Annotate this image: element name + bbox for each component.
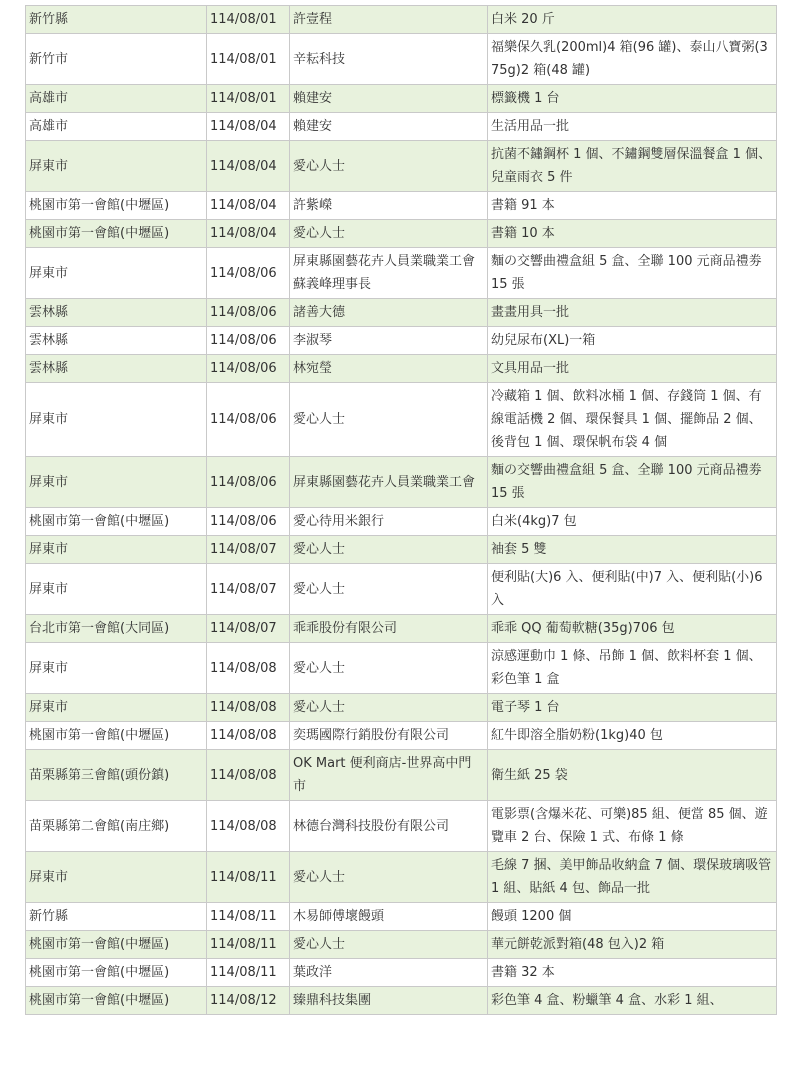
items-cell: 書籍 10 本: [488, 220, 777, 248]
donor-cell: 愛心待用米銀行: [290, 508, 488, 536]
location-cell: 苗栗縣第三會館(頭份鎮): [26, 750, 207, 801]
donor-cell: 屏東縣園藝花卉人員業職業工會蘇義峰理事長: [290, 248, 488, 299]
donor-cell: OK Mart 便利商店-世界高中門市: [290, 750, 488, 801]
table-row: [26, 615, 777, 643]
items-cell: 電影票(含爆米花、可樂)85 組、便當 85 個、遊覽車 2 台、保險 1 式、布條 1 條: [488, 801, 777, 852]
location-cell: 屏東市: [26, 141, 207, 192]
table-row: [26, 508, 777, 536]
location-cell: 台北市第一會館(大同區): [26, 615, 207, 643]
location-cell: 屏東市: [26, 248, 207, 299]
location-cell: 屏東市: [26, 694, 207, 722]
donor-cell: 賴建安: [290, 85, 488, 113]
items-cell: 幼兒尿布(XL)一箱: [488, 327, 777, 355]
date-cell: 114/08/06: [207, 327, 290, 355]
items-cell: 文具用品一批: [488, 355, 777, 383]
items-cell: 生活用品一批: [488, 113, 777, 141]
table-row: [26, 113, 777, 141]
location-cell: 桃園市第一會館(中壢區): [26, 987, 207, 1015]
location-cell: 屏東市: [26, 536, 207, 564]
location-cell: 新竹縣: [26, 6, 207, 34]
date-cell: 114/08/08: [207, 722, 290, 750]
table-row: [26, 299, 777, 327]
table-row: [26, 722, 777, 750]
items-cell: 袖套 5 雙: [488, 536, 777, 564]
donor-cell: 愛心人士: [290, 564, 488, 615]
donor-cell: 愛心人士: [290, 931, 488, 959]
items-cell: 白米(4kg)7 包: [488, 508, 777, 536]
location-cell: 桃園市第一會館(中壢區): [26, 959, 207, 987]
items-cell: 抗菌不鏽鋼杯 1 個、不鏽鋼雙層保溫餐盒 1 個、兒童雨衣 5 件: [488, 141, 777, 192]
location-cell: 桃園市第一會館(中壢區): [26, 508, 207, 536]
location-cell: 桃園市第一會館(中壢區): [26, 931, 207, 959]
items-cell: 白米 20 斤: [488, 6, 777, 34]
table-row: [26, 987, 777, 1015]
date-cell: 114/08/11: [207, 903, 290, 931]
location-cell: 高雄市: [26, 85, 207, 113]
items-cell: 便利貼(大)6 入、便利貼(中)7 入、便利貼(小)6 入: [488, 564, 777, 615]
donor-cell: 林德台灣科技股份有限公司: [290, 801, 488, 852]
location-cell: 桃園市第一會館(中壢區): [26, 192, 207, 220]
date-cell: 114/08/04: [207, 192, 290, 220]
table-row: [26, 801, 777, 852]
donor-cell: 李淑琴: [290, 327, 488, 355]
items-cell: 紅牛即溶全脂奶粉(1kg)40 包: [488, 722, 777, 750]
table-row: [26, 141, 777, 192]
date-cell: 114/08/06: [207, 508, 290, 536]
location-cell: 雲林縣: [26, 355, 207, 383]
location-cell: 桃園市第一會館(中壢區): [26, 722, 207, 750]
date-cell: 114/08/01: [207, 6, 290, 34]
donor-cell: 愛心人士: [290, 536, 488, 564]
donation-table: [25, 5, 777, 1015]
donor-cell: 辛耘科技: [290, 34, 488, 85]
table-row: [26, 327, 777, 355]
date-cell: 114/08/01: [207, 85, 290, 113]
table-row: [26, 536, 777, 564]
donor-cell: 木易師傅壞饅頭: [290, 903, 488, 931]
items-cell: 書籍 32 本: [488, 959, 777, 987]
donor-cell: 愛心人士: [290, 383, 488, 457]
table-row: [26, 248, 777, 299]
donor-cell: 愛心人士: [290, 643, 488, 694]
items-cell: 麵の交響曲禮盒組 5 盒、全聯 100 元商品禮劵 15 張: [488, 248, 777, 299]
table-row: [26, 852, 777, 903]
date-cell: 114/08/11: [207, 852, 290, 903]
items-cell: 饅頭 1200 個: [488, 903, 777, 931]
items-cell: 彩色筆 4 盒、粉蠟筆 4 盒、水彩 1 組、: [488, 987, 777, 1015]
date-cell: 114/08/04: [207, 220, 290, 248]
location-cell: 屏東市: [26, 457, 207, 508]
items-cell: 華元餅乾派對箱(48 包入)2 箱: [488, 931, 777, 959]
table-row: [26, 931, 777, 959]
location-cell: 屏東市: [26, 852, 207, 903]
date-cell: 114/08/01: [207, 34, 290, 85]
location-cell: 屏東市: [26, 383, 207, 457]
location-cell: 高雄市: [26, 113, 207, 141]
items-cell: 涼感運動巾 1 條、吊飾 1 個、飲料杯套 1 個、彩色筆 1 盒: [488, 643, 777, 694]
location-cell: 桃園市第一會館(中壢區): [26, 220, 207, 248]
items-cell: 電子琴 1 台: [488, 694, 777, 722]
location-cell: 雲林縣: [26, 327, 207, 355]
donor-cell: 愛心人士: [290, 694, 488, 722]
location-cell: 苗栗縣第二會館(南庄鄉): [26, 801, 207, 852]
donation-table-body: [26, 6, 777, 1015]
table-row: [26, 564, 777, 615]
date-cell: 114/08/06: [207, 383, 290, 457]
items-cell: 書籍 91 本: [488, 192, 777, 220]
table-row: [26, 192, 777, 220]
date-cell: 114/08/12: [207, 987, 290, 1015]
date-cell: 114/08/06: [207, 248, 290, 299]
donor-cell: 愛心人士: [290, 141, 488, 192]
donor-cell: 愛心人士: [290, 852, 488, 903]
date-cell: 114/08/08: [207, 801, 290, 852]
items-cell: 乖乖 QQ 葡萄軟糖(35g)706 包: [488, 615, 777, 643]
date-cell: 114/08/07: [207, 615, 290, 643]
table-row: [26, 457, 777, 508]
donor-cell: 乖乖股份有限公司: [290, 615, 488, 643]
donor-cell: 諸善大德: [290, 299, 488, 327]
table-row: [26, 694, 777, 722]
table-row: [26, 383, 777, 457]
table-row: [26, 355, 777, 383]
donor-cell: 許壹程: [290, 6, 488, 34]
location-cell: 新竹縣: [26, 903, 207, 931]
date-cell: 114/08/06: [207, 355, 290, 383]
date-cell: 114/08/11: [207, 959, 290, 987]
donor-cell: 奕瑪國際行銷股份有限公司: [290, 722, 488, 750]
date-cell: 114/08/07: [207, 564, 290, 615]
items-cell: 畫畫用具一批: [488, 299, 777, 327]
donor-cell: 愛心人士: [290, 220, 488, 248]
items-cell: 毛線 7 捆、美甲飾品收納盒 7 個、環保玻璃吸管 1 組、貼紙 4 包、飾品一批: [488, 852, 777, 903]
donor-cell: 林宛瑩: [290, 355, 488, 383]
date-cell: 114/08/07: [207, 536, 290, 564]
items-cell: 冷藏箱 1 個、飲料冰桶 1 個、存錢筒 1 個、有線電話機 2 個、環保餐具 1 個、擺飾品 2 個、後背包 1 個、環保帆布袋 4 個: [488, 383, 777, 457]
date-cell: 114/08/08: [207, 694, 290, 722]
location-cell: 雲林縣: [26, 299, 207, 327]
donor-cell: 賴建安: [290, 113, 488, 141]
date-cell: 114/08/04: [207, 113, 290, 141]
items-cell: 福樂保久乳(200ml)4 箱(96 罐)、泰山八寶粥(375g)2 箱(48 罐): [488, 34, 777, 85]
items-cell: 標籤機 1 台: [488, 85, 777, 113]
table-row: [26, 903, 777, 931]
table-row: [26, 643, 777, 694]
date-cell: 114/08/11: [207, 931, 290, 959]
items-cell: 衛生紙 25 袋: [488, 750, 777, 801]
table-row: [26, 750, 777, 801]
date-cell: 114/08/08: [207, 643, 290, 694]
location-cell: 屏東市: [26, 564, 207, 615]
donor-cell: 屏東縣園藝花卉人員業職業工會: [290, 457, 488, 508]
date-cell: 114/08/06: [207, 457, 290, 508]
date-cell: 114/08/04: [207, 141, 290, 192]
donor-cell: 臻鼎科技集團: [290, 987, 488, 1015]
table-row: [26, 6, 777, 34]
donor-cell: 葉政洋: [290, 959, 488, 987]
table-row: [26, 85, 777, 113]
table-row: [26, 959, 777, 987]
table-row: [26, 220, 777, 248]
donor-cell: 許紫嶸: [290, 192, 488, 220]
items-cell: 麵の交響曲禮盒組 5 盒、全聯 100 元商品禮劵 15 張: [488, 457, 777, 508]
location-cell: 屏東市: [26, 643, 207, 694]
table-row: [26, 34, 777, 85]
date-cell: 114/08/06: [207, 299, 290, 327]
date-cell: 114/08/08: [207, 750, 290, 801]
location-cell: 新竹市: [26, 34, 207, 85]
